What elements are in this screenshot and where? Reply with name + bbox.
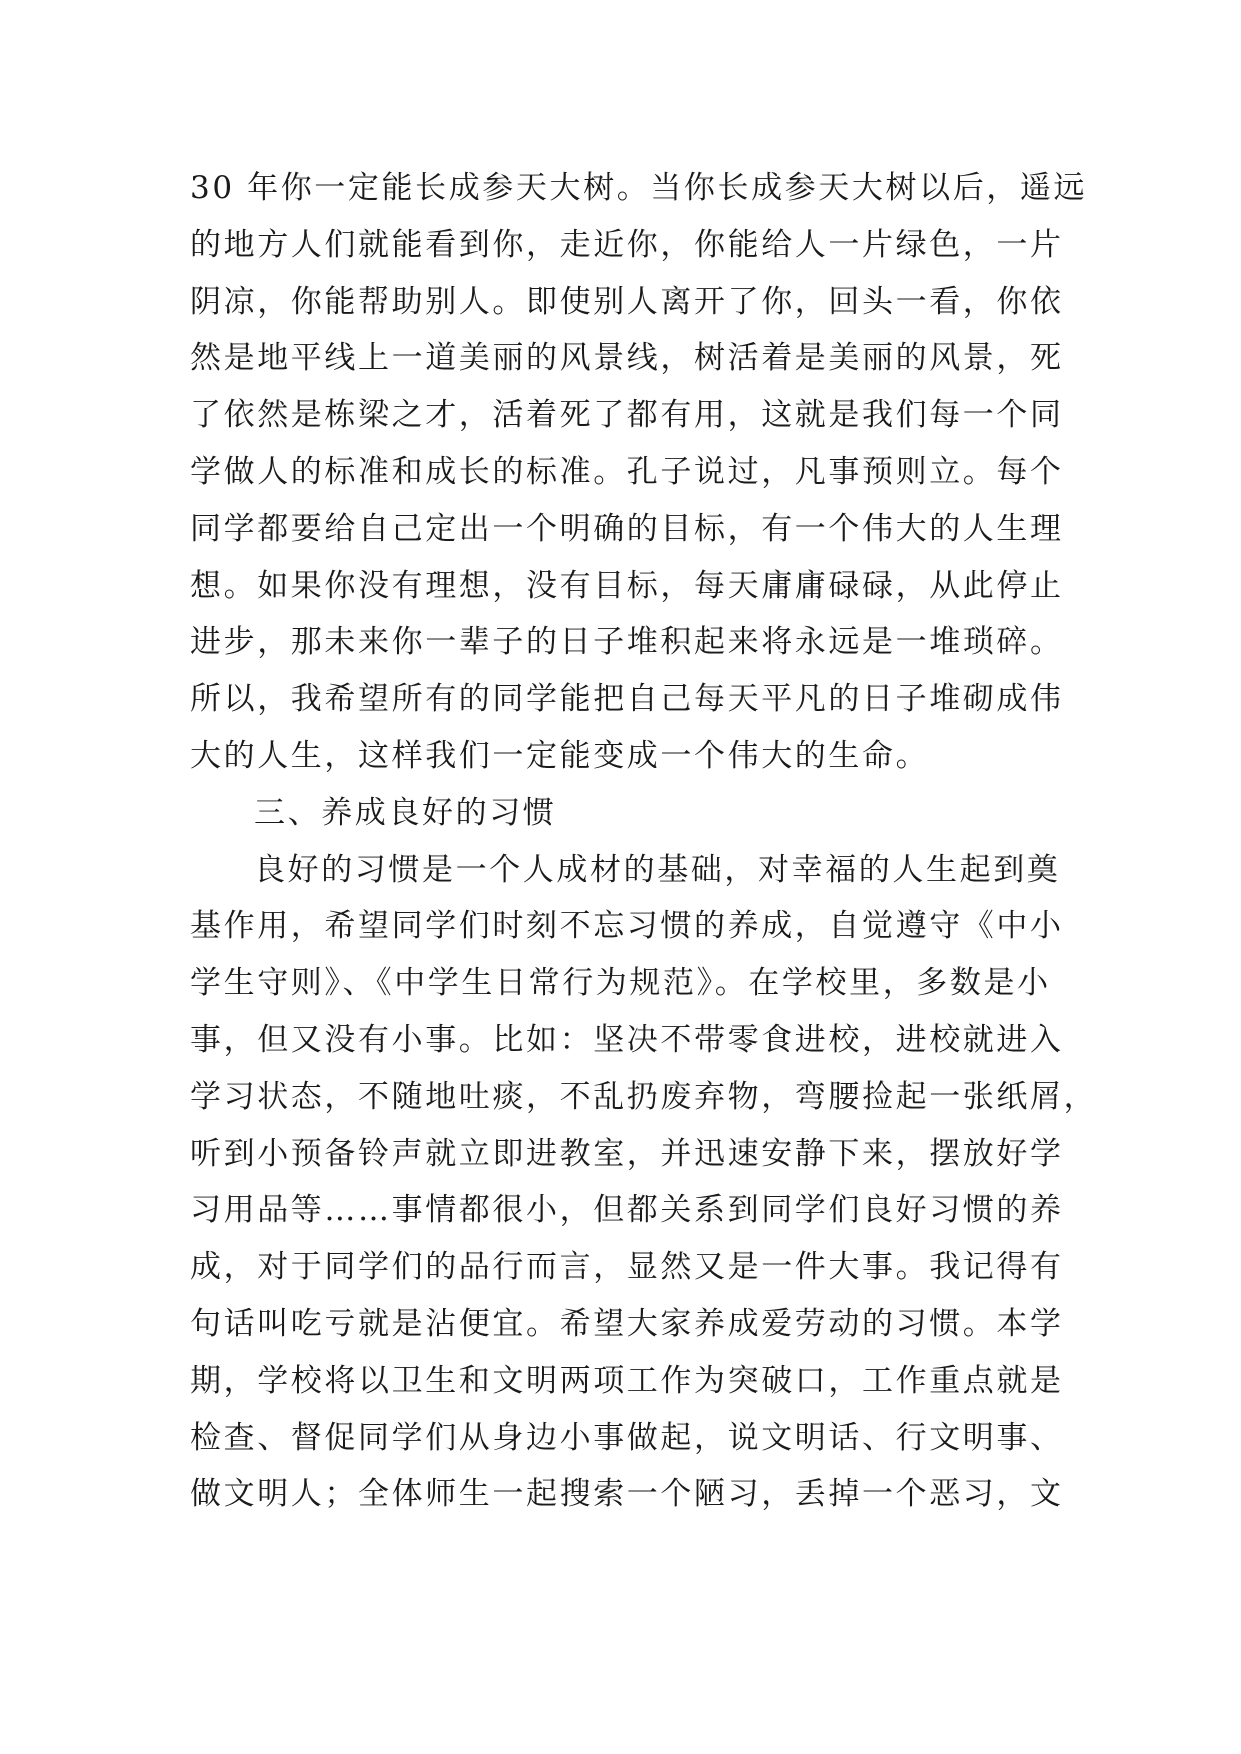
text-line: 进步，那未来你一辈子的日子堆积起来将永远是一堆琐碎。: [190, 624, 1064, 661]
text-line: 30 年你一定能长成参天大树。当你长成参天大树以后，遥远: [190, 170, 1088, 206]
text-line: 学做人的标准和成长的标准。孔子说过，凡事预则立。每个: [190, 453, 1064, 490]
text-line: 然是地平线上一道美丽的风景线，树活着是美丽的风景，死: [190, 340, 1064, 377]
text-line: 成，对于同学们的品行而言，显然又是一件大事。我记得有: [190, 1249, 1064, 1286]
text-line: 检查、督促同学们从身边小事做起，说文明话、行文明事、: [190, 1419, 1064, 1456]
text-line: 做文明人；全体师生一起搜索一个陋习，丢掉一个恶习，文: [190, 1476, 1064, 1513]
text-line: 句话叫吃亏就是沾便宜。希望大家养成爱劳动的习惯。本学: [190, 1305, 1064, 1342]
document-body: [190, 160, 1098, 1523]
text-line: 事，但又没有小事。比如：坚决不带零食进校，进校就进入: [190, 1021, 1064, 1058]
text-line: 良好的习惯是一个人成材的基础，对幸福的人生起到奠: [254, 851, 1061, 888]
text-line: 同学都要给自己定出一个明确的目标，有一个伟大的人生理: [190, 510, 1064, 547]
text-line: 所以，我希望所有的同学能把自己每天平凡的日子堆砌成伟: [190, 681, 1064, 718]
text-line: 习用品等……事情都很小，但都关系到同学们良好习惯的养: [190, 1192, 1064, 1229]
section-heading: 三、养成良好的习惯: [254, 794, 557, 831]
text-line: 期，学校将以卫生和文明两项工作为突破口，工作重点就是: [190, 1362, 1064, 1399]
text-line: 大的人生，这样我们一定能变成一个伟大的生命。: [190, 737, 930, 774]
text-line: 听到小预备铃声就立即进教室，并迅速安静下来，摆放好学: [190, 1135, 1064, 1172]
text-line: 学生守则》、《中学生日常行为规范》。在学校里，多数是小: [190, 965, 1051, 1002]
text-line: 想。如果你没有理想，没有目标，每天庸庸碌碌，从此停止: [190, 567, 1064, 604]
text-line: 阴凉，你能帮助别人。即使别人离开了你，回头一看，你依: [190, 283, 1064, 320]
text-line: 学习状态，不随地吐痰，不乱扔废弃物，弯腰捡起一张纸屑，: [190, 1078, 1098, 1115]
text-line: 了依然是栋梁之才，活着死了都有用，这就是我们每一个同: [190, 397, 1064, 434]
text-line: 基作用，希望同学们时刻不忘习惯的养成，自觉遵守《中小: [190, 908, 1064, 945]
text-line: 的地方人们就能看到你，走近你，你能给人一片绿色，一片: [190, 226, 1064, 263]
